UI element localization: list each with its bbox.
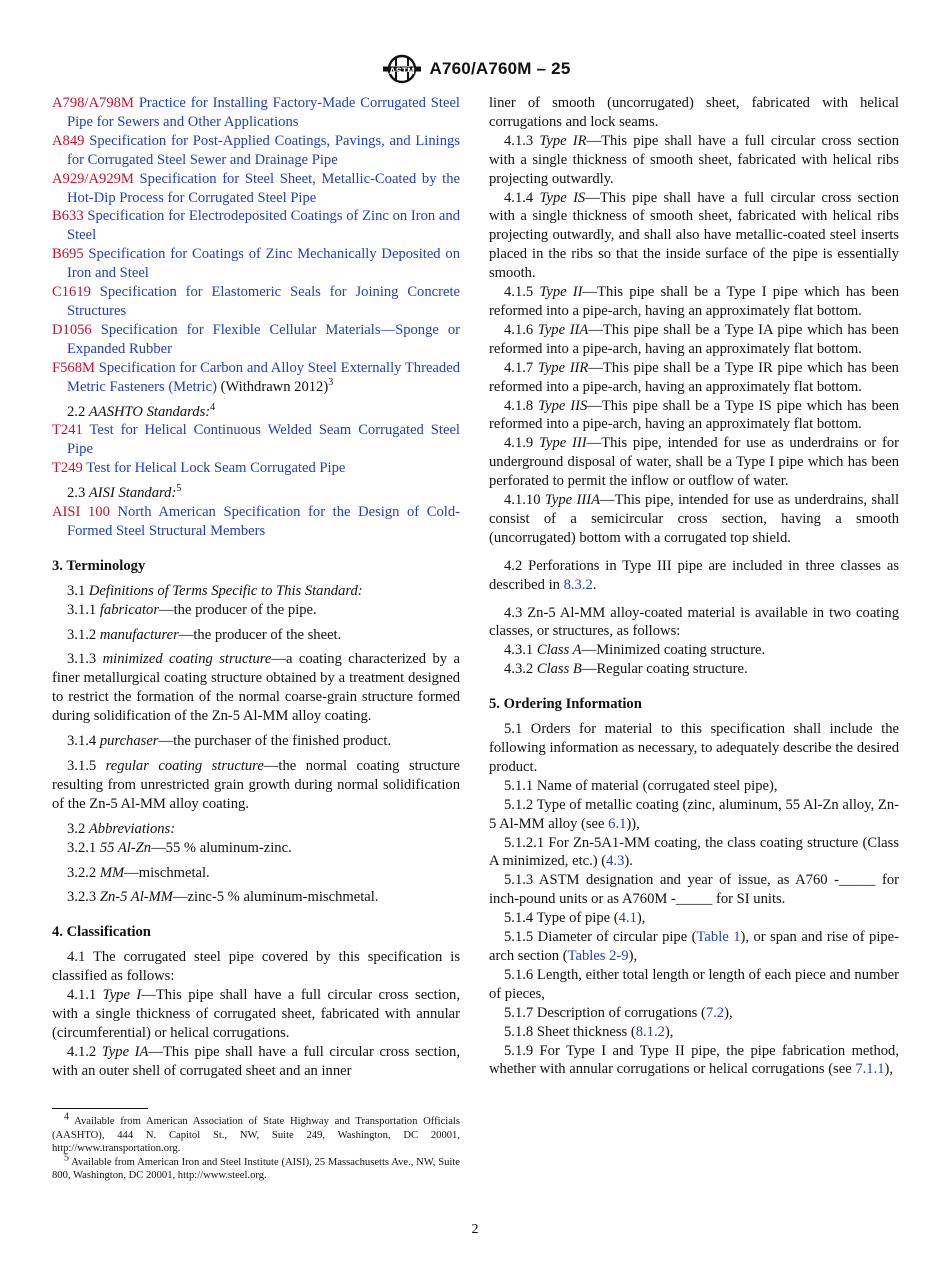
reference-link-title[interactable]: Test for Helical Continuous Welded Seam Corrugated Steel Pipe — [67, 422, 460, 458]
withdrawn-note: (Withdrawn 2012) — [216, 378, 329, 395]
reference-link-title[interactable]: Specification for Electrodeposited Coatings of Zinc on Iron and Steel — [67, 208, 460, 244]
para-5-1-9: 5.1.9 For Type I and Type II pipe, the pipe fabrication method, whether with annular corrugations or helical corrugations (see 7.1.1), — [489, 1042, 899, 1078]
section-link[interactable]: 8.1.2 — [635, 1023, 665, 1040]
footnote-ref: 5 — [176, 483, 182, 495]
reference-link-title[interactable]: Practice for Installing Factory-Made Corrugated Steel Pipe for Sewers and Other Applications — [67, 95, 460, 130]
reference-link-id[interactable]: A849 — [52, 132, 85, 149]
para-3-1-1: 3.1.1 fabricator—the producer of the pipe. — [67, 601, 317, 618]
reference-link-id[interactable]: C1619 — [52, 284, 91, 301]
para-3-1-5: 3.1.5 regular coating structure—the normal coating structure resulting from unrestricted grain growth during normal solidification of the Zn-5 Al-MM alloy coating. — [52, 758, 460, 812]
reference-link-title[interactable]: Specification for Steel Sheet, Metallic-Coated by the Hot-Dip Process for Corrugated Steel Pipe — [67, 170, 460, 206]
para-4-2: 4.2 Perforations in Type III pipe are included in three classes as described in 8.3.2. — [489, 557, 899, 593]
left-column — [52, 94, 460, 1081]
reference-item — [52, 170, 460, 208]
section-5-heading: 5. Ordering Information — [489, 696, 642, 713]
para-4-1: 4.1 The corrugated steel pipe covered by this specification is classified as follows: — [52, 949, 460, 985]
table-link[interactable]: Table 1 — [696, 929, 741, 946]
reference-item — [52, 421, 460, 459]
para-5-1: 5.1 Orders for material to this specification shall include the following information as necessary, to adequately describe the desired product. — [489, 721, 899, 775]
aashto-heading: 2.2 AASHTO Standards:$^4$ — [67, 401, 216, 420]
reference-item — [52, 321, 460, 359]
reference-item — [52, 283, 460, 321]
para-4-1-9: 4.1.9 Type III—This pipe, intended for use as underdrains or for underground disposal of water, shall be a Type I pipe which has been perforated to permit the inflow or outflow of water. — [489, 435, 900, 490]
para-3-1-4: 3.1.4 purchaser—the purchaser of the finished product. — [67, 733, 392, 750]
footnote-4: 4 Available from American Association of State Highway and Transportation Officials (AASHTO), 444 N. Capitol St., NW, Suite 249, Washington, DC 20001, http://www.transportation.org. — [52, 1111, 460, 1155]
para-4-1-7: 4.1.7 Type IIR—This pipe shall be a Type IR pipe which has been reformed into a pipe-arch, having an approximately flat bottom. — [489, 359, 899, 395]
reference-list-astm — [52, 94, 460, 359]
para-4-1-6: 4.1.6 Type IIA—This pipe shall be a Type IA pipe which has been reformed into a pipe-arch, having an approximately flat bottom. — [489, 321, 899, 357]
footnotes — [52, 1108, 460, 1183]
para-4-3-2: 4.3.2 Class B—Regular coating structure. — [504, 661, 748, 678]
section-3-heading: 3. Terminology — [52, 557, 146, 574]
para-5-1-4: 5.1.4 Type of pipe (4.1), — [504, 910, 646, 927]
para-4-1-10: 4.1.10 Type IIIA—This pipe, intended for use as underdrains, shall consist of a semicircular cross section, having a smooth (uncorrugated) bottom with a corrugated top shield. — [489, 492, 899, 546]
para-4-3-1: 4.3.1 Class A—Minimized coating structure. — [504, 642, 766, 659]
para-3-2-3: 3.2.3 Zn-5 Al-MM—zinc-5 % aluminum-mischmetal. — [67, 889, 379, 906]
reference-link-title[interactable]: North American Specification for the Design of Cold-Formed Steel Structural Members — [67, 504, 461, 539]
reference-link-id[interactable]: AISI 100 — [52, 504, 110, 521]
reference-aisi-100 — [52, 503, 460, 541]
reference-link-id[interactable]: F568M — [52, 359, 95, 376]
svg-text:ASTM: ASTM — [388, 66, 415, 76]
document-id: A760/A760M – 25 — [429, 59, 571, 78]
reference-link-title[interactable]: Specification for Elastomeric Seals for Joining Concrete Structures — [67, 284, 460, 319]
footnote-ref: 3 — [328, 376, 334, 388]
section-link[interactable]: 4.1 — [618, 910, 637, 927]
para-5-1-2-1: 5.1.2.1 For Zn-5A1-MM coating, the class coating structure (Class A minimized, etc.) (4.3). — [489, 834, 899, 870]
para-5-1-3: 5.1.3 ASTM designation and year of issue, as A760 -_____ for inch-pound units or as A760M -_____ for SI units. — [489, 872, 899, 908]
reference-link-title[interactable]: Specification for Post-Applied Coatings, Pavings, and Linings for Corrugated Steel Sewer and Drainage Pipe — [67, 132, 460, 168]
para-3-1-2: 3.1.2 manufacturer—the producer of the sheet. — [67, 626, 342, 643]
reference-link-id[interactable]: D1056 — [52, 321, 92, 338]
reference-item — [52, 94, 460, 132]
section-link[interactable]: 8.3.2 — [563, 576, 593, 593]
footnote-5: 5 Available from American Iron and Steel Institute (AISI), 25 Massachusetts Ave., NW, Suite 800, Washington, DC 20001, http://www.steel.org. — [52, 1152, 460, 1182]
reference-link-title[interactable]: Specification for Carbon and Alloy Steel Externally Threaded Metric Fasteners (Metric) — [67, 359, 460, 395]
table-link[interactable]: Tables 2-9 — [567, 947, 629, 964]
section-4-heading: 4. Classification — [52, 924, 151, 941]
page-number: 2 — [471, 1222, 479, 1237]
para-4-1-2: 4.1.2 Type IA—This pipe shall have a full circular cross section, with an outer shell of corrugated sheet and an inner — [52, 1043, 460, 1079]
para-3-1: 3.1 Definitions of Terms Specific to This Standard: — [67, 582, 363, 599]
aisi-heading: 2.3 AISI Standard:$^5$ — [67, 483, 182, 502]
para-4-3: 4.3 Zn-5 Al-MM alloy-coated material is available in two coating classes, or structures, as follows: — [489, 604, 899, 640]
para-5-1-1: 5.1.1 Name of material (corrugated steel pipe), — [504, 777, 778, 794]
para-3-2-2: 3.2.2 MM—mischmetal. — [67, 864, 210, 881]
para-4-1-4: 4.1.4 Type IS—This pipe shall have a full circular cross section with a single thickness of smooth sheet, fabricated with helical ribs projecting outwardly, and shall also have metallic-coated steel inserts placed in the ribs so that the inside surface of the pipe is essentially smooth. — [489, 189, 899, 282]
reference-link-id[interactable]: T241 — [52, 422, 83, 439]
reference-link-id[interactable]: B695 — [52, 246, 84, 263]
reference-item — [52, 245, 460, 283]
section-link[interactable]: 6.1 — [608, 815, 627, 832]
para-4-1-1: 4.1.1 Type I—This pipe shall have a full circular cross section, with a single thickness of corrugated sheet, fabricated with annular (circumferential) or helical corrugations. — [52, 987, 460, 1041]
para-3-2: 3.2 Abbreviations: — [67, 820, 176, 837]
reference-link-id[interactable]: T249 — [52, 460, 83, 477]
para-4-1-2-continued: liner of smooth (uncorrugated) sheet, fabricated with helical corrugations and lock seams. — [489, 95, 899, 130]
section-link[interactable]: 7.2 — [705, 1004, 725, 1021]
para-4-1-5: 4.1.5 Type II—This pipe shall be a Type I pipe which has been reformed into a pipe-arch, having an approximately flat bottom. — [489, 284, 899, 319]
right-column — [489, 94, 899, 1079]
para-5-1-5: 5.1.5 Diameter of circular pipe (Table 1), or span and rise of pipe-arch section (Tables 2-9), — [489, 929, 900, 964]
para-5-1-7: 5.1.7 Description of corrugations (7.2), — [504, 1004, 733, 1021]
para-4-1-8: 4.1.8 Type IIS—This pipe shall be a Type IS pipe which has been reformed into a pipe-arch, having an approximately flat bottom. — [489, 397, 900, 433]
reference-link-title[interactable]: Specification for Flexible Cellular Materials—Sponge or Expanded Rubber — [67, 321, 460, 357]
footnote-ref: 4 — [210, 401, 216, 413]
para-3-2-1: 3.2.1 55 Al-Zn—55 % aluminum-zinc. — [67, 839, 292, 856]
reference-link-title[interactable]: Test for Helical Lock Seam Corrugated Pipe — [86, 460, 346, 477]
reference-link-id[interactable]: A798/A798M — [52, 95, 134, 111]
para-4-1-3: 4.1.3 Type IR—This pipe shall have a full circular cross section with a single thickness of smooth sheet, fabricated with helical ribs projecting outwardly. — [489, 132, 899, 187]
reference-link-id[interactable]: B633 — [52, 208, 84, 225]
reference-f568m — [52, 359, 460, 397]
para-5-1-6: 5.1.6 Length, either total length or length of each piece and number of pieces, — [489, 966, 899, 1002]
reference-item — [52, 207, 460, 245]
reference-link-title[interactable]: Specification for Coatings of Zinc Mechanically Deposited on Iron and Steel — [67, 246, 460, 282]
reference-item — [52, 132, 460, 170]
section-link[interactable]: 4.3 — [606, 853, 625, 870]
para-3-1-3: 3.1.3 minimized coating structure—a coating characterized by a finer metallurgical coating structure obtained by a treatment designed to restrict the formation of the normal coarse-grain structure formed during solidification of the Zn-5 Al-MM alloy coating. — [52, 651, 460, 725]
section-link[interactable]: 7.1.1 — [855, 1061, 885, 1078]
para-5-1-2: 5.1.2 Type of metallic coating (zinc, aluminum, 55 Al-Zn alloy, Zn-5 Al-MM alloy (see 6.1)), — [489, 796, 899, 832]
page-header — [0, 54, 950, 84]
reference-item — [52, 459, 460, 478]
astm-logo-icon — [380, 54, 424, 84]
footnote-rule — [52, 1108, 148, 1109]
reference-list-aashto — [52, 421, 460, 478]
reference-link-id[interactable]: A929/A929M — [52, 170, 134, 187]
para-5-1-8: 5.1.8 Sheet thickness (8.1.2), — [504, 1023, 674, 1040]
